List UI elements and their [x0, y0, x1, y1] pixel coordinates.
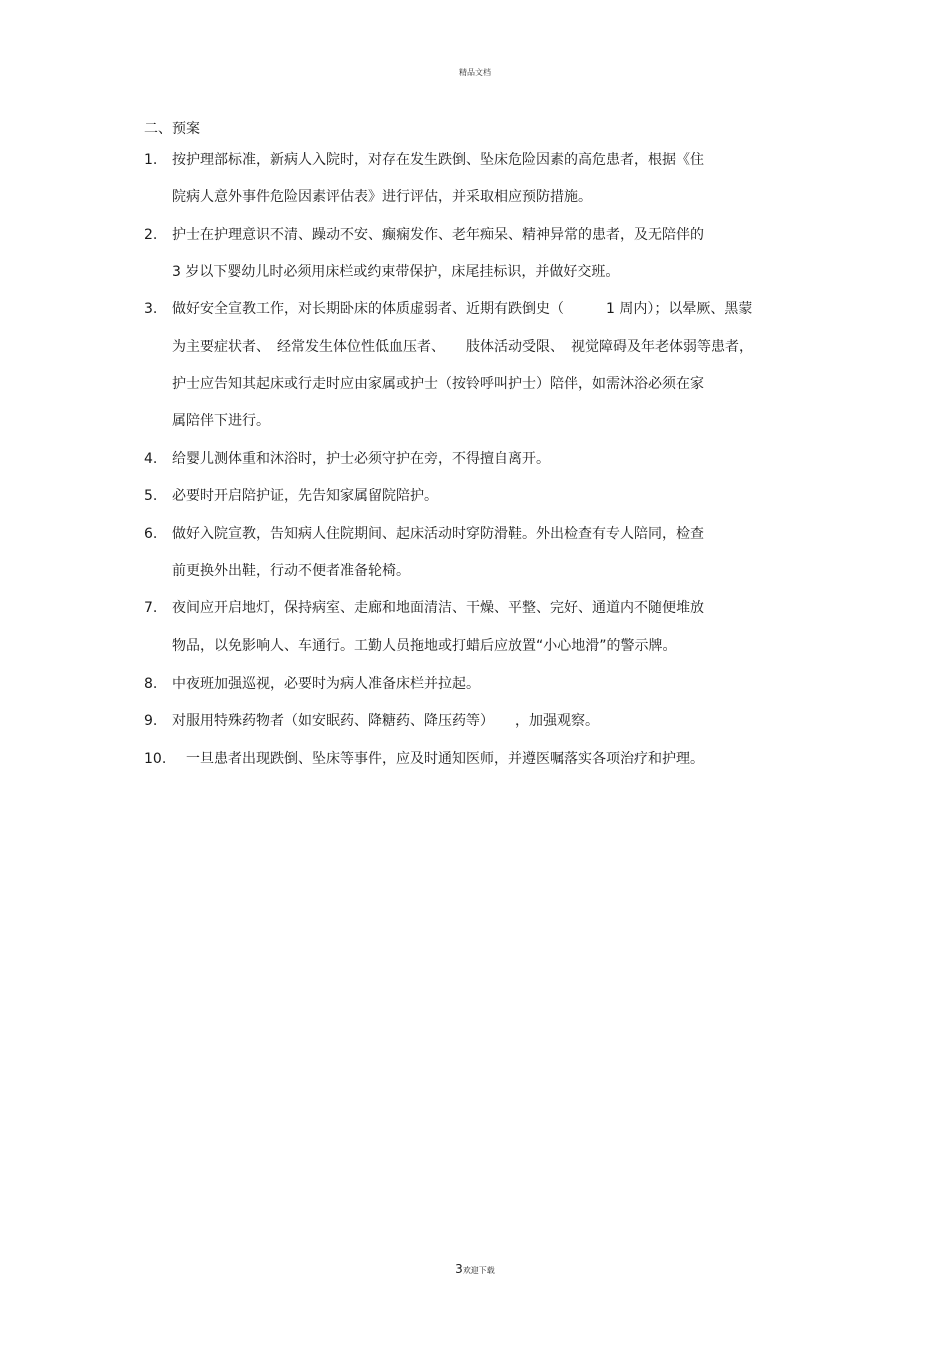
item-line: 按护理部标准，新病人入院时，对存在发生跌倒、坠床危险因素的高危患者，根据《住 — [172, 152, 704, 168]
item-line: 夜间应开启地灯，保持病室、走廊和地面清洁、干燥、平整、完好、通道内不随便堆放 — [172, 600, 704, 616]
item-line: 为主要症状者、 经常发生体位性低血压者、 肢体活动受限、 视觉障碍及年老体弱等患者， — [172, 339, 753, 355]
item-line: 护士应告知其起床或行走时应由家属或护士（按铃呼叫护士）陪伴，如需沐浴必须在家 — [172, 376, 704, 392]
item-number: 5. — [144, 488, 158, 504]
item-line: 物品，以免影响人、车通行。工勤人员拖地或打蜡后应放置“小心地滑”的警示牌。 — [172, 638, 677, 654]
item-line: 做好入院宣教，告知病人住院期间、起床活动时穿防滑鞋。外出检查有专人陪同，检查 — [172, 526, 704, 542]
item-line: 必要时开启陪护证，先告知家属留院陪护。 — [172, 488, 438, 504]
section-title: 二、预案 — [144, 121, 200, 137]
item-line: 属陪伴下进行。 — [172, 413, 270, 429]
page-number: 3 — [455, 1262, 463, 1276]
item-line: 一旦患者出现跌倒、坠床等事件，应及时通知医师，并遵医嘱落实各项治疗和护理。 — [186, 751, 704, 767]
item-line: 护士在护理意识不清、躁动不安、癫痫发作、老年痴呆、精神异常的患者，及无陪伴的 — [172, 227, 704, 243]
item-number: 1. — [144, 152, 158, 168]
item-number: 8. — [144, 676, 158, 692]
item-number: 4. — [144, 451, 158, 467]
item-line: 3 岁以下婴幼儿时必须用床栏或约束带保护，床尾挂标识，并做好交班。 — [172, 264, 620, 280]
item-number: 9. — [144, 713, 158, 729]
item-line: 院病人意外事件危险因素评估表》进行评估，并采取相应预防措施。 — [172, 189, 592, 205]
footer-text: 欢迎下载 — [462, 1266, 495, 1275]
item-line: 给婴儿测体重和沐浴时，护士必须守护在旁，不得擅自离开。 — [172, 451, 550, 467]
item-number: 2. — [144, 227, 158, 243]
item-line: 前更换外出鞋，行动不便者准备轮椅。 — [172, 563, 410, 579]
item-number: 6. — [144, 526, 158, 542]
item-line: 中夜班加强巡视，必要时为病人准备床栏并拉起。 — [172, 676, 480, 692]
page-header: 精品文档 — [459, 68, 491, 77]
item-number: 7. — [144, 600, 158, 616]
item-number: 3. — [144, 301, 158, 317]
item-line: 做好安全宣教工作，对长期卧床的体质虚弱者、近期有跌倒史（ 1 周内）；以晕厥、黑蒙 — [172, 301, 753, 317]
item-number: 10. — [144, 751, 167, 767]
page-footer — [0, 1262, 950, 1276]
item-line: 对服用特殊药物者（如安眠药、降糖药、降压药等） ，加强观察。 — [172, 713, 599, 729]
